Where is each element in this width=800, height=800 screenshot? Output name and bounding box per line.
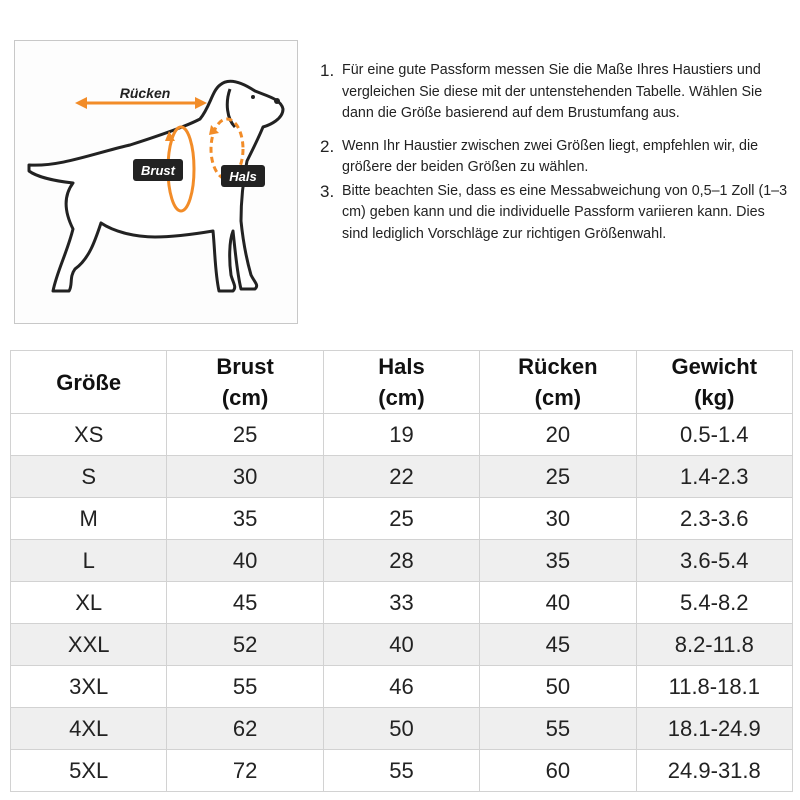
header-back-label: Rücken — [518, 354, 598, 379]
dog-illustration — [15, 41, 299, 325]
instruction-item — [320, 136, 790, 179]
cell-neck: 19 — [323, 414, 479, 456]
cell-size: 4XL — [11, 708, 167, 750]
table-row — [11, 540, 793, 582]
cell-back: 25 — [480, 456, 636, 498]
cell-chest: 35 — [167, 498, 323, 540]
dog-measurement-diagram — [14, 40, 298, 324]
cell-weight: 3.6-5.4 — [636, 540, 792, 582]
cell-weight: 0.5-1.4 — [636, 414, 792, 456]
dog-eye — [251, 95, 255, 99]
instruction-item — [320, 181, 790, 246]
header-neck-label: Hals — [378, 354, 425, 379]
cell-weight: 24.9-31.8 — [636, 750, 792, 792]
header-weight-label: Gewicht — [671, 354, 758, 379]
cell-weight: 2.3-3.6 — [636, 498, 792, 540]
header-weight — [636, 351, 792, 414]
cell-size: XL — [11, 582, 167, 624]
cell-neck: 40 — [323, 624, 479, 666]
cell-chest: 30 — [167, 456, 323, 498]
table-row — [11, 498, 793, 540]
header-back-unit: (cm) — [534, 385, 582, 410]
cell-neck: 50 — [323, 708, 479, 750]
cell-size: M — [11, 498, 167, 540]
cell-neck: 25 — [323, 498, 479, 540]
header-chest — [167, 351, 323, 414]
cell-back: 60 — [480, 750, 636, 792]
back-arrow-head-right — [195, 97, 207, 109]
cell-size: 3XL — [11, 666, 167, 708]
cell-size: XXL — [11, 624, 167, 666]
table-row — [11, 414, 793, 456]
cell-neck: 55 — [323, 750, 479, 792]
cell-chest: 25 — [167, 414, 323, 456]
cell-chest: 55 — [167, 666, 323, 708]
cell-back: 45 — [480, 624, 636, 666]
cell-neck: 33 — [323, 582, 479, 624]
instruction-item — [320, 60, 790, 125]
instruction-list — [320, 60, 790, 245]
instruction-text: Bitte beachten Sie, dass es eine Messabweichung von 0,5–1 Zoll (1–3 cm) geben kann und die individuelle Passform variieren kann. Dies sind lediglich Vorschläge zur richtigen Größenwahl. — [342, 182, 788, 242]
cell-size: XS — [11, 414, 167, 456]
cell-weight: 8.2-11.8 — [636, 624, 792, 666]
cell-back: 20 — [480, 414, 636, 456]
header-weight-unit: (kg) — [694, 385, 735, 410]
chest-label: Brust — [141, 163, 175, 178]
header-chest-label: Brust — [216, 354, 274, 379]
header-chest-unit: (cm) — [221, 385, 269, 410]
header-back — [480, 351, 636, 414]
table-row — [11, 582, 793, 624]
cell-back: 35 — [480, 540, 636, 582]
neck-label: Hals — [229, 169, 257, 184]
cell-size: L — [11, 540, 167, 582]
instruction-number: 1. — [320, 61, 335, 80]
cell-weight: 18.1-24.9 — [636, 708, 792, 750]
cell-size: S — [11, 456, 167, 498]
cell-back: 50 — [480, 666, 636, 708]
table-row — [11, 456, 793, 498]
cell-back: 40 — [480, 582, 636, 624]
header-neck — [323, 351, 479, 414]
table-body — [11, 414, 793, 792]
cell-size: 5XL — [11, 750, 167, 792]
dog-nose — [274, 98, 280, 104]
cell-weight: 5.4-8.2 — [636, 582, 792, 624]
cell-weight: 1.4-2.3 — [636, 456, 792, 498]
cell-chest: 62 — [167, 708, 323, 750]
cell-chest: 72 — [167, 750, 323, 792]
table-row — [11, 708, 793, 750]
table-header-row — [11, 351, 793, 414]
size-chart-table — [10, 350, 793, 792]
instruction-text: Für eine gute Passform messen Sie die Maße Ihres Haustiers und vergleichen Sie diese mit der untenstehenden Tabelle. Wählen Sie dann die Größe basierend auf dem Brustumfang aus. — [342, 62, 763, 121]
cell-chest: 45 — [167, 582, 323, 624]
table-row — [11, 750, 793, 792]
back-arrow-head-left — [75, 97, 87, 109]
table-row — [11, 624, 793, 666]
header-size — [11, 351, 167, 414]
back-label: Rücken — [119, 85, 171, 101]
instruction-number: 3. — [320, 181, 335, 201]
header-size-label: Größe — [56, 369, 122, 395]
table-row — [11, 666, 793, 708]
cell-chest: 40 — [167, 540, 323, 582]
cell-neck: 46 — [323, 666, 479, 708]
cell-back: 55 — [480, 708, 636, 750]
instruction-number: 2. — [320, 136, 335, 156]
header-neck-unit: (cm) — [378, 385, 425, 410]
instruction-text: Wenn Ihr Haustier zwischen zwei Größen liegt, empfehlen wir, die größere der beiden Größen zu wählen. — [342, 137, 759, 175]
cell-back: 30 — [480, 498, 636, 540]
cell-weight: 11.8-18.1 — [636, 666, 792, 708]
cell-neck: 28 — [323, 540, 479, 582]
cell-chest: 52 — [167, 624, 323, 666]
cell-neck: 22 — [323, 456, 479, 498]
